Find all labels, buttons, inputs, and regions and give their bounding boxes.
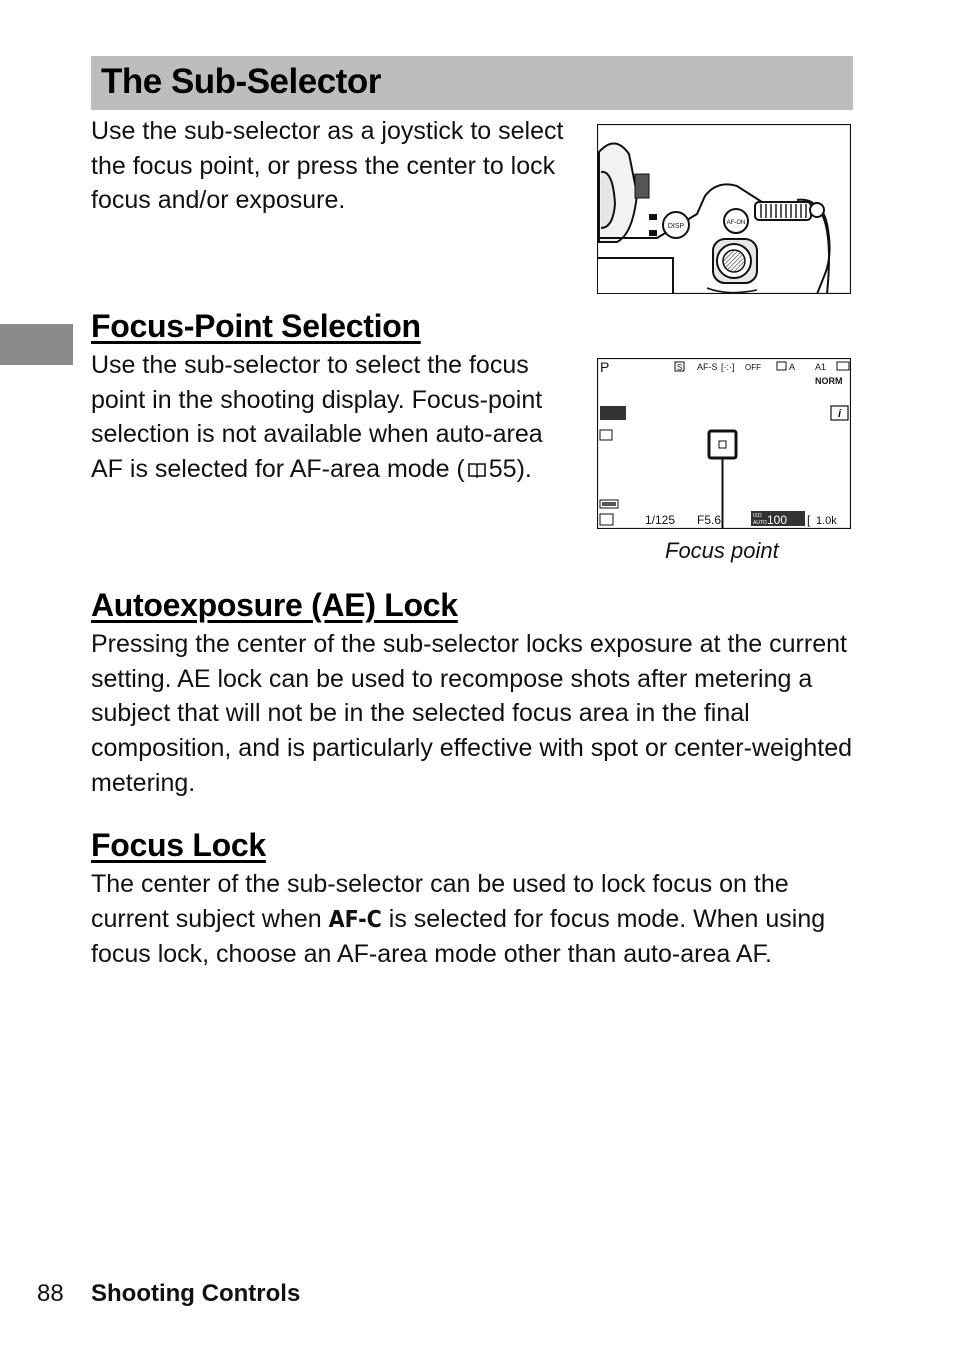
status-image-quality: NORM (815, 376, 843, 386)
reference-page-number: 55 (488, 455, 517, 484)
status-wb: A (789, 362, 796, 372)
svg-text:[: [ (807, 513, 811, 527)
status-focus-mode: AF-S (697, 362, 718, 372)
focus-lock-text-end: is selected for focus mode. When using focus lock, choose an AF-area mode other than auto-area AF. (91, 904, 826, 969)
camera-back-drawing (597, 124, 851, 294)
camera-illustration (597, 124, 851, 294)
focus-lock-text: The center of the sub-selector can be used to lock focus on the current subject when (91, 870, 789, 933)
status-release-mode: S (676, 363, 683, 372)
intro-paragraph: Use the sub-selector as a joystick to select the focus point, or press the center to lock focus and/or exposure. (91, 117, 564, 215)
iso-label-top: ISO (753, 513, 762, 519)
iso-label-bottom: AUTO (753, 520, 767, 526)
shots-remaining: 1.0k (816, 515, 837, 527)
chapter-tab (0, 324, 73, 365)
af-c-mode-label: AF-C (328, 906, 382, 933)
iso-value: 100 (767, 513, 788, 527)
focus-point-text: Use the sub-selector to select the focus point in the shooting display. Focus-point selection is not available when auto-area AF is selected for AF-area mode ( (91, 351, 543, 484)
af-on-label: AF-ON (726, 220, 746, 226)
mode-indicator: P (600, 359, 610, 375)
ae-lock-heading: Autoexposure (AE) Lock (91, 587, 458, 623)
info-icon: i (837, 408, 842, 420)
focus-point-marker (709, 431, 736, 458)
book-reference-icon (465, 452, 489, 487)
page-number: 88 (37, 1280, 64, 1307)
focus-point-text-end: ). (516, 455, 532, 484)
focus-point-selection-heading: Focus-Point Selection (91, 308, 421, 344)
title-bar (91, 56, 853, 110)
page-title: The Sub-Selector (101, 62, 381, 101)
aperture: F5.6 (697, 513, 722, 527)
status-af-area: [·:·] (721, 362, 735, 372)
shooting-display-drawing (597, 358, 851, 529)
focus-point-selection-paragraph (91, 348, 571, 487)
shooting-display (597, 358, 851, 529)
status-picture-control: A1 (815, 362, 827, 372)
focus-point-caption: Focus point (665, 538, 779, 563)
shutter-speed: 1/125 (645, 513, 676, 527)
focus-lock-paragraph (91, 867, 856, 972)
status-vr: OFF (745, 363, 761, 372)
section-title: Shooting Controls (91, 1280, 301, 1307)
focus-lock-heading: Focus Lock (91, 827, 266, 863)
ae-lock-paragraph: Pressing the center of the sub-selector locks exposure at the current setting. AE lock can be used to recompose shots after metering a subject that will not be in the selected focus area in the final composition, and is particularly effective with spot or center-weighted metering. (91, 630, 853, 797)
disp-label: DISP (667, 223, 685, 230)
